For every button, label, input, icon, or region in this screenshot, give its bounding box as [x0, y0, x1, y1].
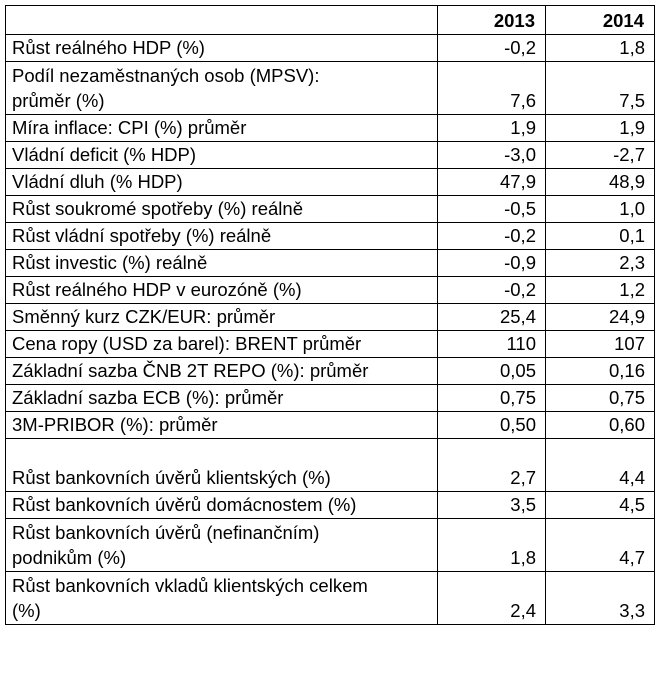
value-2014: 2,3 — [546, 250, 655, 277]
table-row — [6, 304, 655, 331]
row-label-line: Růst bankovních vkladů klientských celkem — [12, 575, 368, 596]
value-2013: 1,8 — [438, 519, 546, 572]
table-row — [6, 572, 655, 625]
row-label — [6, 492, 438, 519]
row-label — [6, 62, 438, 115]
table-row — [6, 358, 655, 385]
row-label — [6, 142, 438, 169]
header-label-cell — [6, 6, 438, 35]
row-label — [6, 385, 438, 412]
table-row — [6, 331, 655, 358]
row-label-line: Míra inflace: CPI (%) průměr — [12, 117, 247, 138]
row-label — [6, 572, 438, 625]
row-label-line: (%) — [12, 600, 41, 621]
value-2013: 110 — [438, 331, 546, 358]
value-2014: 3,3 — [546, 572, 655, 625]
value-2013: -0,2 — [438, 223, 546, 250]
row-label-line: Růst reálného HDP v eurozóně (%) — [12, 279, 302, 300]
value-2013: 2,7 — [438, 439, 546, 492]
macro-forecast-table — [5, 5, 655, 625]
value-2014: 4,4 — [546, 439, 655, 492]
row-label — [6, 304, 438, 331]
table-row — [6, 412, 655, 439]
header-year-2013: 2013 — [438, 6, 546, 35]
row-label-line: Podíl nezaměstnaných osob (MPSV): — [12, 65, 320, 86]
value-2014: 1,9 — [546, 115, 655, 142]
row-label-line: Růst reálného HDP (%) — [12, 37, 205, 58]
value-2013: 25,4 — [438, 304, 546, 331]
value-2013: -0,5 — [438, 196, 546, 223]
table-row — [6, 196, 655, 223]
value-2014: 1,8 — [546, 35, 655, 62]
value-2013: 0,05 — [438, 358, 546, 385]
row-label — [6, 519, 438, 572]
row-label-line: Růst bankovních úvěrů (nefinančním) — [12, 522, 320, 543]
value-2013: 0,50 — [438, 412, 546, 439]
table-row — [6, 35, 655, 62]
value-2013: 3,5 — [438, 492, 546, 519]
row-label-line: Směnný kurz CZK/EUR: průměr — [12, 306, 276, 327]
row-label-line: 3M-PRIBOR (%): průměr — [12, 414, 218, 435]
value-2014: 0,75 — [546, 385, 655, 412]
row-label — [6, 439, 438, 492]
table-row — [6, 62, 655, 115]
table-row — [6, 115, 655, 142]
value-2014: 4,5 — [546, 492, 655, 519]
row-label — [6, 169, 438, 196]
row-label-line: Základní sazba ECB (%): průměr — [12, 387, 284, 408]
header-year-2014: 2014 — [546, 6, 655, 35]
header-row — [6, 6, 655, 35]
row-label — [6, 115, 438, 142]
value-2013: 0,75 — [438, 385, 546, 412]
row-label-line: Růst soukromé spotřeby (%) reálně — [12, 198, 303, 219]
row-label-line: Vládní dluh (% HDP) — [12, 171, 183, 192]
value-2013: -0,2 — [438, 35, 546, 62]
row-label — [6, 277, 438, 304]
row-label-line: Růst bankovních úvěrů domácnostem (%) — [12, 494, 357, 515]
macro-forecast-table-container — [5, 5, 654, 625]
row-label-line: Vládní deficit (% HDP) — [12, 144, 197, 165]
table-row — [6, 142, 655, 169]
value-2014: 48,9 — [546, 169, 655, 196]
row-label — [6, 250, 438, 277]
row-label — [6, 35, 438, 62]
row-label-line: průměr (%) — [12, 90, 105, 111]
value-2013: 2,4 — [438, 572, 546, 625]
value-2013: 47,9 — [438, 169, 546, 196]
value-2013: 1,9 — [438, 115, 546, 142]
value-2014: 0,16 — [546, 358, 655, 385]
table-row — [6, 519, 655, 572]
value-2014: 24,9 — [546, 304, 655, 331]
value-2013: -0,2 — [438, 277, 546, 304]
row-label — [6, 331, 438, 358]
value-2014: 0,1 — [546, 223, 655, 250]
value-2013: -3,0 — [438, 142, 546, 169]
table-row — [6, 439, 655, 492]
table-row — [6, 385, 655, 412]
value-2014: 7,5 — [546, 62, 655, 115]
row-label-line: Růst bankovních úvěrů klientských (%) — [12, 467, 331, 488]
row-label-line: Růst vládní spotřeby (%) reálně — [12, 225, 272, 246]
row-label-line: podnikům (%) — [12, 547, 127, 568]
row-label-line: Cena ropy (USD za barel): BRENT průměr — [12, 333, 362, 354]
value-2014: -2,7 — [546, 142, 655, 169]
row-label — [6, 196, 438, 223]
value-2013: -0,9 — [438, 250, 546, 277]
row-label-line: Základní sazba ČNB 2T REPO (%): průměr — [12, 360, 369, 381]
table-row — [6, 223, 655, 250]
table-row — [6, 492, 655, 519]
value-2014: 0,60 — [546, 412, 655, 439]
value-2014: 1,0 — [546, 196, 655, 223]
value-2014: 4,7 — [546, 519, 655, 572]
value-2014: 1,2 — [546, 277, 655, 304]
table-row — [6, 169, 655, 196]
row-label — [6, 358, 438, 385]
table-row — [6, 277, 655, 304]
value-2014: 107 — [546, 331, 655, 358]
table-body — [6, 35, 655, 625]
row-label-line — [12, 440, 431, 465]
row-label — [6, 223, 438, 250]
table-row — [6, 250, 655, 277]
value-2013: 7,6 — [438, 62, 546, 115]
row-label-line: Růst investic (%) reálně — [12, 252, 208, 273]
row-label — [6, 412, 438, 439]
